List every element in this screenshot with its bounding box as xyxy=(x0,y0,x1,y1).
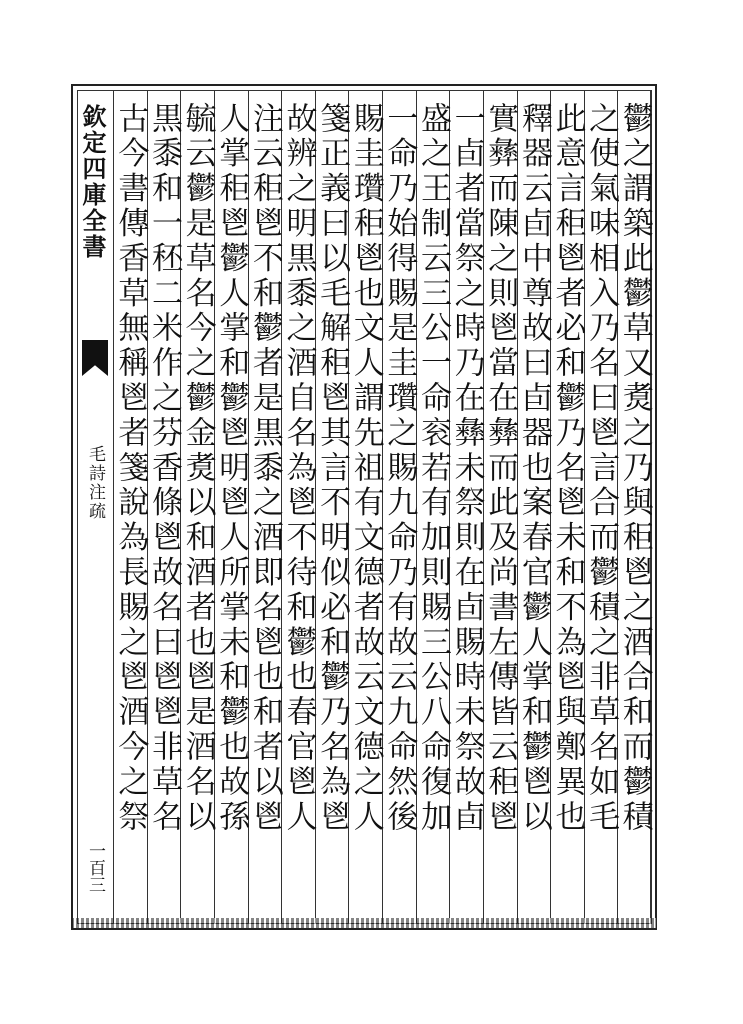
text-column: 黒黍和一秠二米作之芬香條鬯故名曰鬯鬯非草名 xyxy=(145,102,182,835)
text-column: 實彝而陳之則鬯當在彝而此及尚書左傳皆云秬鬯 xyxy=(482,102,519,835)
text-column: 人掌秬鬯鬱人掌和鬱鬯明鬯人所掌未和鬱也故孫 xyxy=(213,102,250,835)
text-column: 鬱之謂築此鬱草又煑之乃與秬鬯之酒合和而鬱積 xyxy=(616,102,653,835)
text-column: 一命乃始得賜是圭瓚之賜九命乃有故云九命然後 xyxy=(381,102,418,835)
page-number: 一百三 xyxy=(85,842,105,893)
text-column: 古今書傳香草無稱鬯者箋說為長賜之鬯酒今之祭 xyxy=(112,102,149,835)
text-column: 釋器云卣中尊故曰卣器也案春官鬱人掌和鬱鬯以 xyxy=(515,102,552,835)
text-column: 賜圭瓚秬鬯也文人謂先祖有文德者故云文德之人 xyxy=(347,102,384,835)
text-column: 箋正義曰以毛解秬鬯其言不明似必和鬱乃名為鬯 xyxy=(314,102,351,835)
collection-title: 欽定四庫全書 xyxy=(78,104,107,260)
bottom-border-band xyxy=(71,918,657,928)
text-column: 之使氣味相入乃名曰鬯言合而鬱積之非草名如毛 xyxy=(583,102,620,835)
text-column: 盛之王制云三公一命衮若有加則賜三公八命復加 xyxy=(414,102,451,835)
text-column: 毓云鬱是草名今之鬱金煑以和酒者也鬯是酒名以 xyxy=(179,102,216,835)
text-column: 一卣者當祭之時乃在彝未祭則在卣賜時未祭故卣 xyxy=(448,102,485,835)
text-column: 注云秬鬯不和鬱者是黒黍之酒即名鬯也和者以鬯 xyxy=(246,102,283,835)
text-column: 此意言秬鬯者必和鬱乃名鬯未和不為鬯與鄭異也 xyxy=(549,102,586,835)
text-column: 故辨之明黒黍之酒自名為鬯不待和鬱也春官鬯人 xyxy=(280,102,317,835)
book-name: 毛詩注疏 xyxy=(85,445,105,521)
